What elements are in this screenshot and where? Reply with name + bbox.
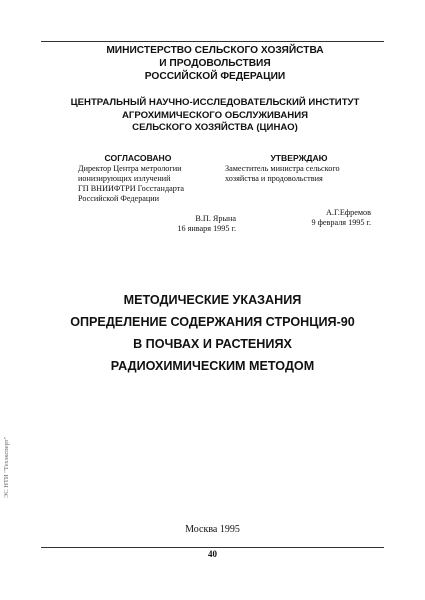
approved-block bbox=[225, 153, 373, 228]
institute-line: СЕЛЬСКОГО ХОЗЯЙСТВА (ЦИНАО) bbox=[132, 122, 298, 133]
title-line: МЕТОДИЧЕСКИЕ УКАЗАНИЯ bbox=[123, 293, 302, 307]
institute-header bbox=[45, 97, 385, 135]
page-number: 40 bbox=[208, 549, 217, 559]
agreed-line: Российской Федерации bbox=[78, 194, 160, 203]
document-title bbox=[40, 289, 385, 377]
approved-line: хозяйства и продовольствия bbox=[225, 174, 323, 183]
agreed-line: ионизирующих излучений bbox=[78, 174, 171, 183]
title-line: ОПРЕДЕЛЕНИЕ СОДЕРЖАНИЯ СТРОНЦИЯ-90 bbox=[70, 315, 355, 329]
agreed-line: ГП ВНИИФТРИ Госстандарта bbox=[78, 184, 185, 193]
city-year: Москва 1995 bbox=[185, 524, 240, 535]
title-line: В ПОЧВАХ И РАСТЕНИЯХ bbox=[133, 337, 292, 351]
institute-line: АГРОХИМИЧЕСКОГО ОБСЛУЖИВАНИЯ bbox=[121, 109, 309, 121]
ministry-line: И ПРОДОВОЛЬСТВИЯ bbox=[159, 58, 271, 69]
agreed-heading: СОГЛАСОВАНО bbox=[104, 153, 172, 163]
ministry-header bbox=[60, 44, 370, 83]
agreed-block bbox=[78, 153, 238, 234]
ministry-line: МИНИСТЕРСТВО СЕЛЬСКОГО ХОЗЯЙСТВА bbox=[106, 45, 324, 56]
top-rule bbox=[41, 41, 384, 42]
institute-line: ЦЕНТРАЛЬНЫЙ НАУЧНО-ИССЛЕДОВАТЕЛЬСКИЙ ИНСТИТУТ bbox=[70, 97, 360, 108]
approved-date: 9 февраля 1995 г. bbox=[311, 218, 371, 227]
agreed-date: 16 января 1995 г. bbox=[177, 224, 236, 233]
title-line: РАДИОХИМИЧЕСКИМ МЕТОДОМ bbox=[110, 359, 315, 373]
approved-heading: УТВЕРЖДАЮ bbox=[270, 153, 328, 163]
approved-line: Заместитель министра сельского bbox=[225, 164, 340, 173]
bottom-rule bbox=[41, 547, 384, 548]
ministry-line: РОССИЙСКОЙ ФЕДЕРАЦИИ bbox=[144, 71, 286, 82]
agreed-signatory: В.П. Ярына bbox=[195, 214, 236, 223]
agreed-line: Директор Центра метрологии bbox=[78, 164, 182, 173]
watermark-text: ЭС НТИ "Техэксперт" bbox=[3, 436, 10, 498]
approved-signatory: А.Г.Ефремов bbox=[326, 208, 371, 217]
